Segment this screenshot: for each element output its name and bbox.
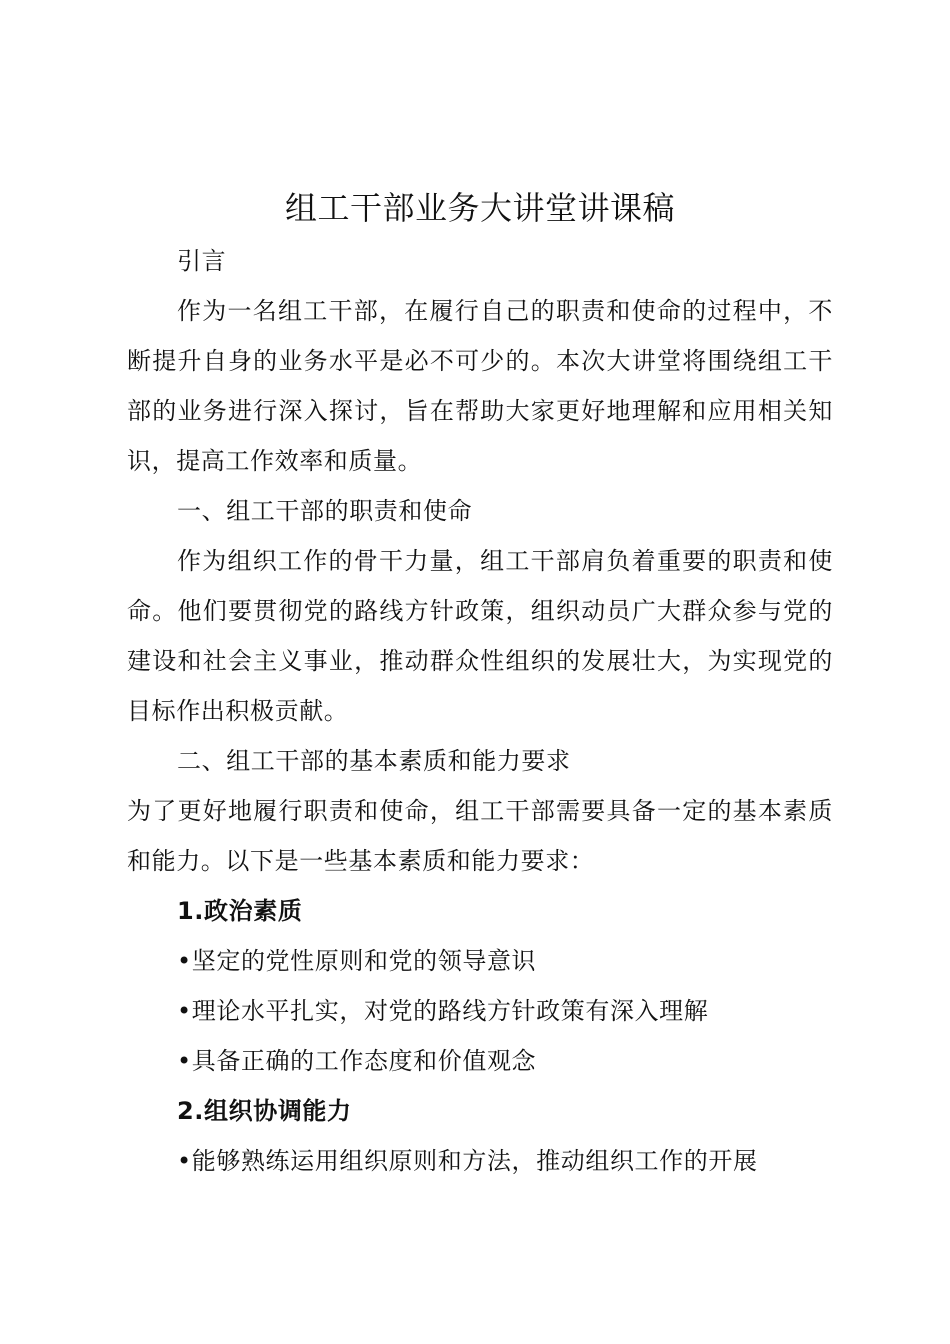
intro-paragraph: 作为一名组工干部，在履行自己的职责和使命的过程中，不断提升自身的业务水平是必不可少的。本次大讲堂将围绕组工干部的业务进行深入探讨，旨在帮助大家更好地理解和应用相关知识，提高工作效率和质量。: [127, 297, 833, 475]
subsection-heading-coordination: 2.组织协调能力: [177, 1097, 352, 1125]
document-title: 组工干部业务大讲堂讲课稿: [284, 189, 675, 227]
section-paragraph-qualities: 为了更好地履行职责和使命，组工干部需要具备一定的基本素质和能力。以下是一些基本素质和能力要求：: [127, 797, 833, 875]
bullet-item: •能够熟练运用组织原则和方法，推动组织工作的开展: [177, 1147, 758, 1175]
section-heading-duties: 一、组工干部的职责和使命: [177, 497, 473, 525]
bullet-item: •理论水平扎实，对党的路线方针政策有深入理解: [177, 997, 709, 1025]
section-paragraph-duties: 作为组织工作的骨干力量，组工干部肩负着重要的职责和使命。他们要贯彻党的路线方针政策，组织动员广大群众参与党的建设和社会主义事业，推动群众性组织的发展壮大，为实现党的目标作出积极贡献。: [127, 547, 833, 725]
document-body: [127, 180, 833, 1186]
bullet-item: •坚定的党性原则和党的领导意识: [177, 947, 537, 975]
section-heading-qualities: 二、组工干部的基本素质和能力要求: [177, 747, 571, 775]
intro-label: 引言: [177, 247, 227, 275]
subsection-heading-political: 1.政治素质: [177, 897, 303, 925]
bullet-item: •具备正确的工作态度和价值观念: [177, 1047, 537, 1075]
